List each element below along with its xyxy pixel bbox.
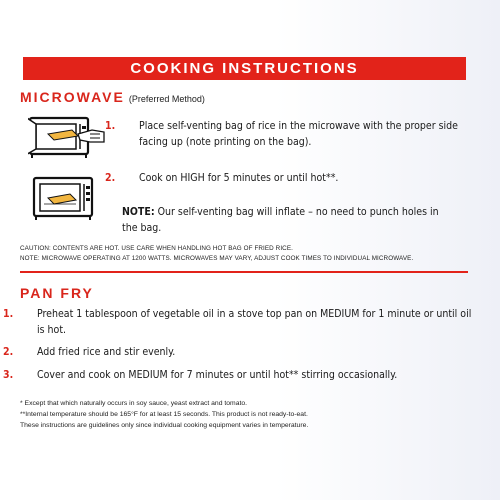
step-number: 2. [3, 346, 14, 358]
step-text: Place self-venting bag of rice in the microwave with the proper side facing up (note printing on the bag). [139, 120, 458, 148]
section-divider [20, 271, 468, 273]
footnote-1: * Except that which naturally occurs in soy sauce, yeast extract and tomato. [20, 400, 248, 407]
note-text: Our self-venting bag will inflate – no need to punch holes in the bag. [122, 206, 439, 234]
caution-line-1: CAUTION: CONTENTS ARE HOT. USE CARE WHEN HANDLING HOT BAG OF FRIED RICE. [20, 245, 293, 252]
caution-line-2: NOTE: MICROWAVE OPERATING AT 1200 WATTS. MICROWAVES MAY VARY, ADJUST COOK TIMES TO INDIVIDUAL MICROWAVE. [20, 255, 414, 262]
pan-fry-section-title [20, 285, 94, 301]
step-number: 3. [3, 369, 14, 381]
microwave-section-title [20, 89, 205, 105]
step-text: Cover and cook on MEDIUM for 7 minutes or until hot** stirring occasionally. [37, 369, 398, 381]
pan-fry-step-2 [3, 344, 477, 360]
pan-fry-title: PAN FRY [20, 285, 94, 301]
step-text: Add fried rice and stir evenly. [37, 346, 176, 358]
microwave-step-2 [105, 170, 469, 186]
step-number: 1. [3, 308, 14, 320]
microwave-open-icon [28, 112, 106, 164]
step-text: Cook on HIGH for 5 minutes or until hot**. [139, 172, 339, 184]
microwave-step-1 [105, 118, 469, 150]
microwave-note [122, 204, 452, 236]
footnote-2: **Internal temperature should be 165°F for at least 15 seconds. This product is not ready-to-eat. [20, 411, 308, 418]
header-bar [23, 57, 466, 80]
microwave-closed-icon [30, 172, 102, 224]
step-number: 2. [105, 172, 116, 184]
footnote-3: These instructions are guidelines only since individual cooking equipment varies in temperature. [20, 422, 309, 429]
step-number: 1. [105, 120, 116, 132]
step-text: Preheat 1 tablespoon of vegetable oil in a stove top pan on MEDIUM for 1 minute or until oil is hot. [37, 308, 472, 336]
header-title: COOKING INSTRUCTIONS [130, 60, 359, 77]
pan-fry-step-3 [3, 367, 477, 383]
microwave-title: MICROWAVE [20, 89, 125, 105]
note-label: NOTE: [122, 206, 155, 218]
microwave-subtitle: (Preferred Method) [128, 94, 205, 104]
pan-fry-step-1 [3, 306, 477, 338]
